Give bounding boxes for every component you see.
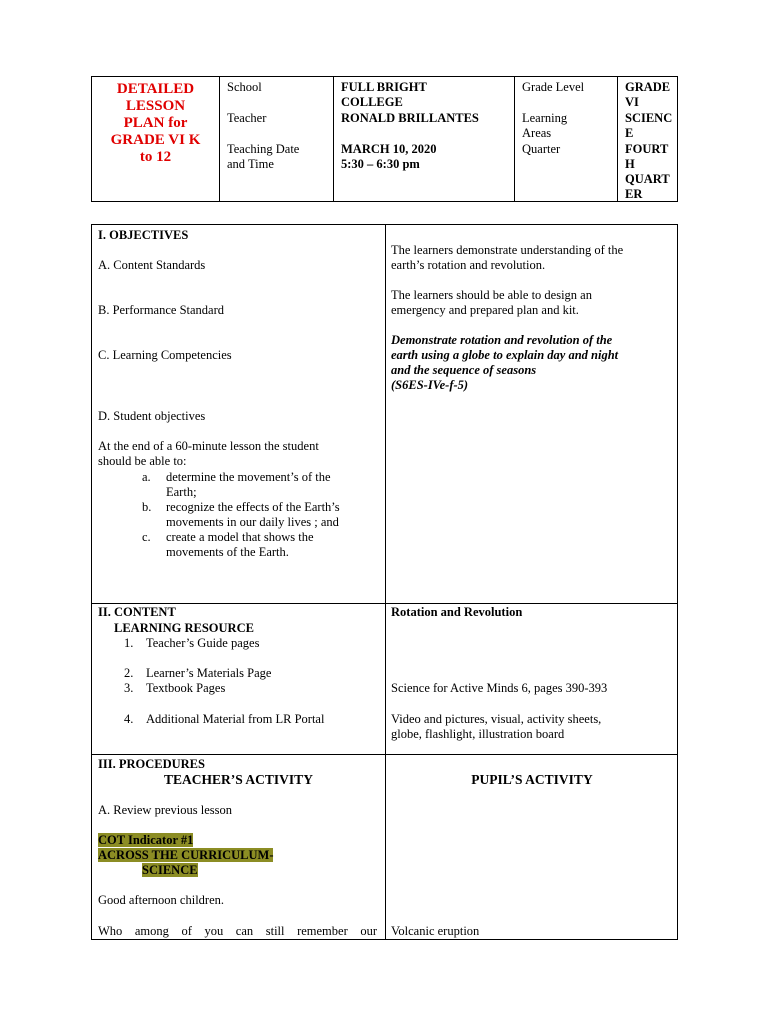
objectives-heading: I. OBJECTIVES [98,228,189,242]
teacher-value: RONALD BRILLANTES [341,111,479,125]
lesson-body-table: I. OBJECTIVES A. Content Standards B. Performance Standard C. Learning Competencies D. Student objectives At the end of a 60-minute lesson the student should be able to: a. determine the movement’s of the Earth; b. recognize the effects of the Earth’s movements in our daily lives ; and c. create a model that shows the movements of the Earth. The learners demonstrate understanding of the earth’s rotation and revolution. The learners should be able to design an emergency and prepared plan and kit. Demonstrate rotation and revolution of the earth using a globe to explain day and night and the sequence of seasons (S6ES-IVe-f-5) II. CONTENT Rotation and Revolution LEARNING RESOURCE 1. Teacher’s Guide pages 2. Learner’s Materials Page 3. Textbook Pages 4. Additional Material from LR Portal Science for Active Minds 6, pages 390-393 Video and pictures, visual, activity sheets, globe, flashlight, illustration board III. PROCEDURES TEACHER’S ACTIVITY PUPIL’S ACTIVITY A. Review previous lesson COT Indicator #1 ACROSS THE CURRICULUM- SCIENCE Good afternoon children. Who among of you can still remember our Volcanic eruption [91,224,678,940]
teaching-date-value: MARCH 10, 2020 5:30 – 6:30 pm [341,142,437,171]
learning-areas-value: SCIENC E [625,111,673,140]
teaching-date-label: Teaching Date and Time [227,142,300,171]
content-standards-label: A. Content Standards [98,258,206,272]
objectives-intro: At the end of a 60-minute lesson the student should be able to: [98,439,319,468]
learning-areas-label: Learning Areas [522,111,568,140]
quarter-label: Quarter [522,142,561,156]
cot-indicator-highlight: COT Indicator #1 ACROSS THE CURRICULUM- SCIENCE [98,833,274,877]
school-value: FULL BRIGHT COLLEGE [341,80,427,109]
content-heading: II. CONTENT [98,605,176,619]
learning-resource-heading: LEARNING RESOURCE [114,621,254,635]
lesson-plan-title: DETAILED LESSON PLAN for GRADE VI K to 12 [110,81,201,165]
performance-standard-label: B. Performance Standard [98,303,225,317]
pupil-answer-text: Volcanic eruption [391,924,480,938]
grade-level-value: GRADE VI [625,80,671,109]
teacher-label: Teacher [227,111,267,125]
content-standards-text: The learners demonstrate understanding of the earth’s rotation and revolution. [391,243,624,272]
learning-competency-text: Demonstrate rotation and revolution of the earth using a globe to explain day and night and the sequence of seasons (S6ES-IVe-f-5) [391,333,619,392]
teacher-activity-heading: TEACHER’S ACTIVITY [164,772,313,787]
lesson-header-table [91,76,678,202]
performance-standard-text: The learners should be able to design an emergency and prepared plan and kit. [391,288,592,317]
grade-level-label: Grade Level [522,80,585,94]
additional-material-value: Video and pictures, visual, activity sheets, globe, flashlight, illustration board [391,712,602,741]
student-objectives-label: D. Student objectives [98,409,206,423]
quarter-value: FOURT H QUART ER [625,142,670,201]
textbook-pages-value: Science for Active Minds 6, pages 390-393 [391,681,608,695]
teacher-question-text: Who among of you can still remember our [98,924,377,938]
content-topic: Rotation and Revolution [391,605,523,619]
pupil-activity-heading: PUPIL’S ACTIVITY [471,772,593,787]
school-label: School [227,80,262,94]
greeting-text: Good afternoon children. [98,893,225,907]
procedures-heading: III. PROCEDURES [98,757,205,771]
review-previous-lesson: A. Review previous lesson [98,803,233,817]
learning-competencies-label: C. Learning Competencies [98,348,232,362]
